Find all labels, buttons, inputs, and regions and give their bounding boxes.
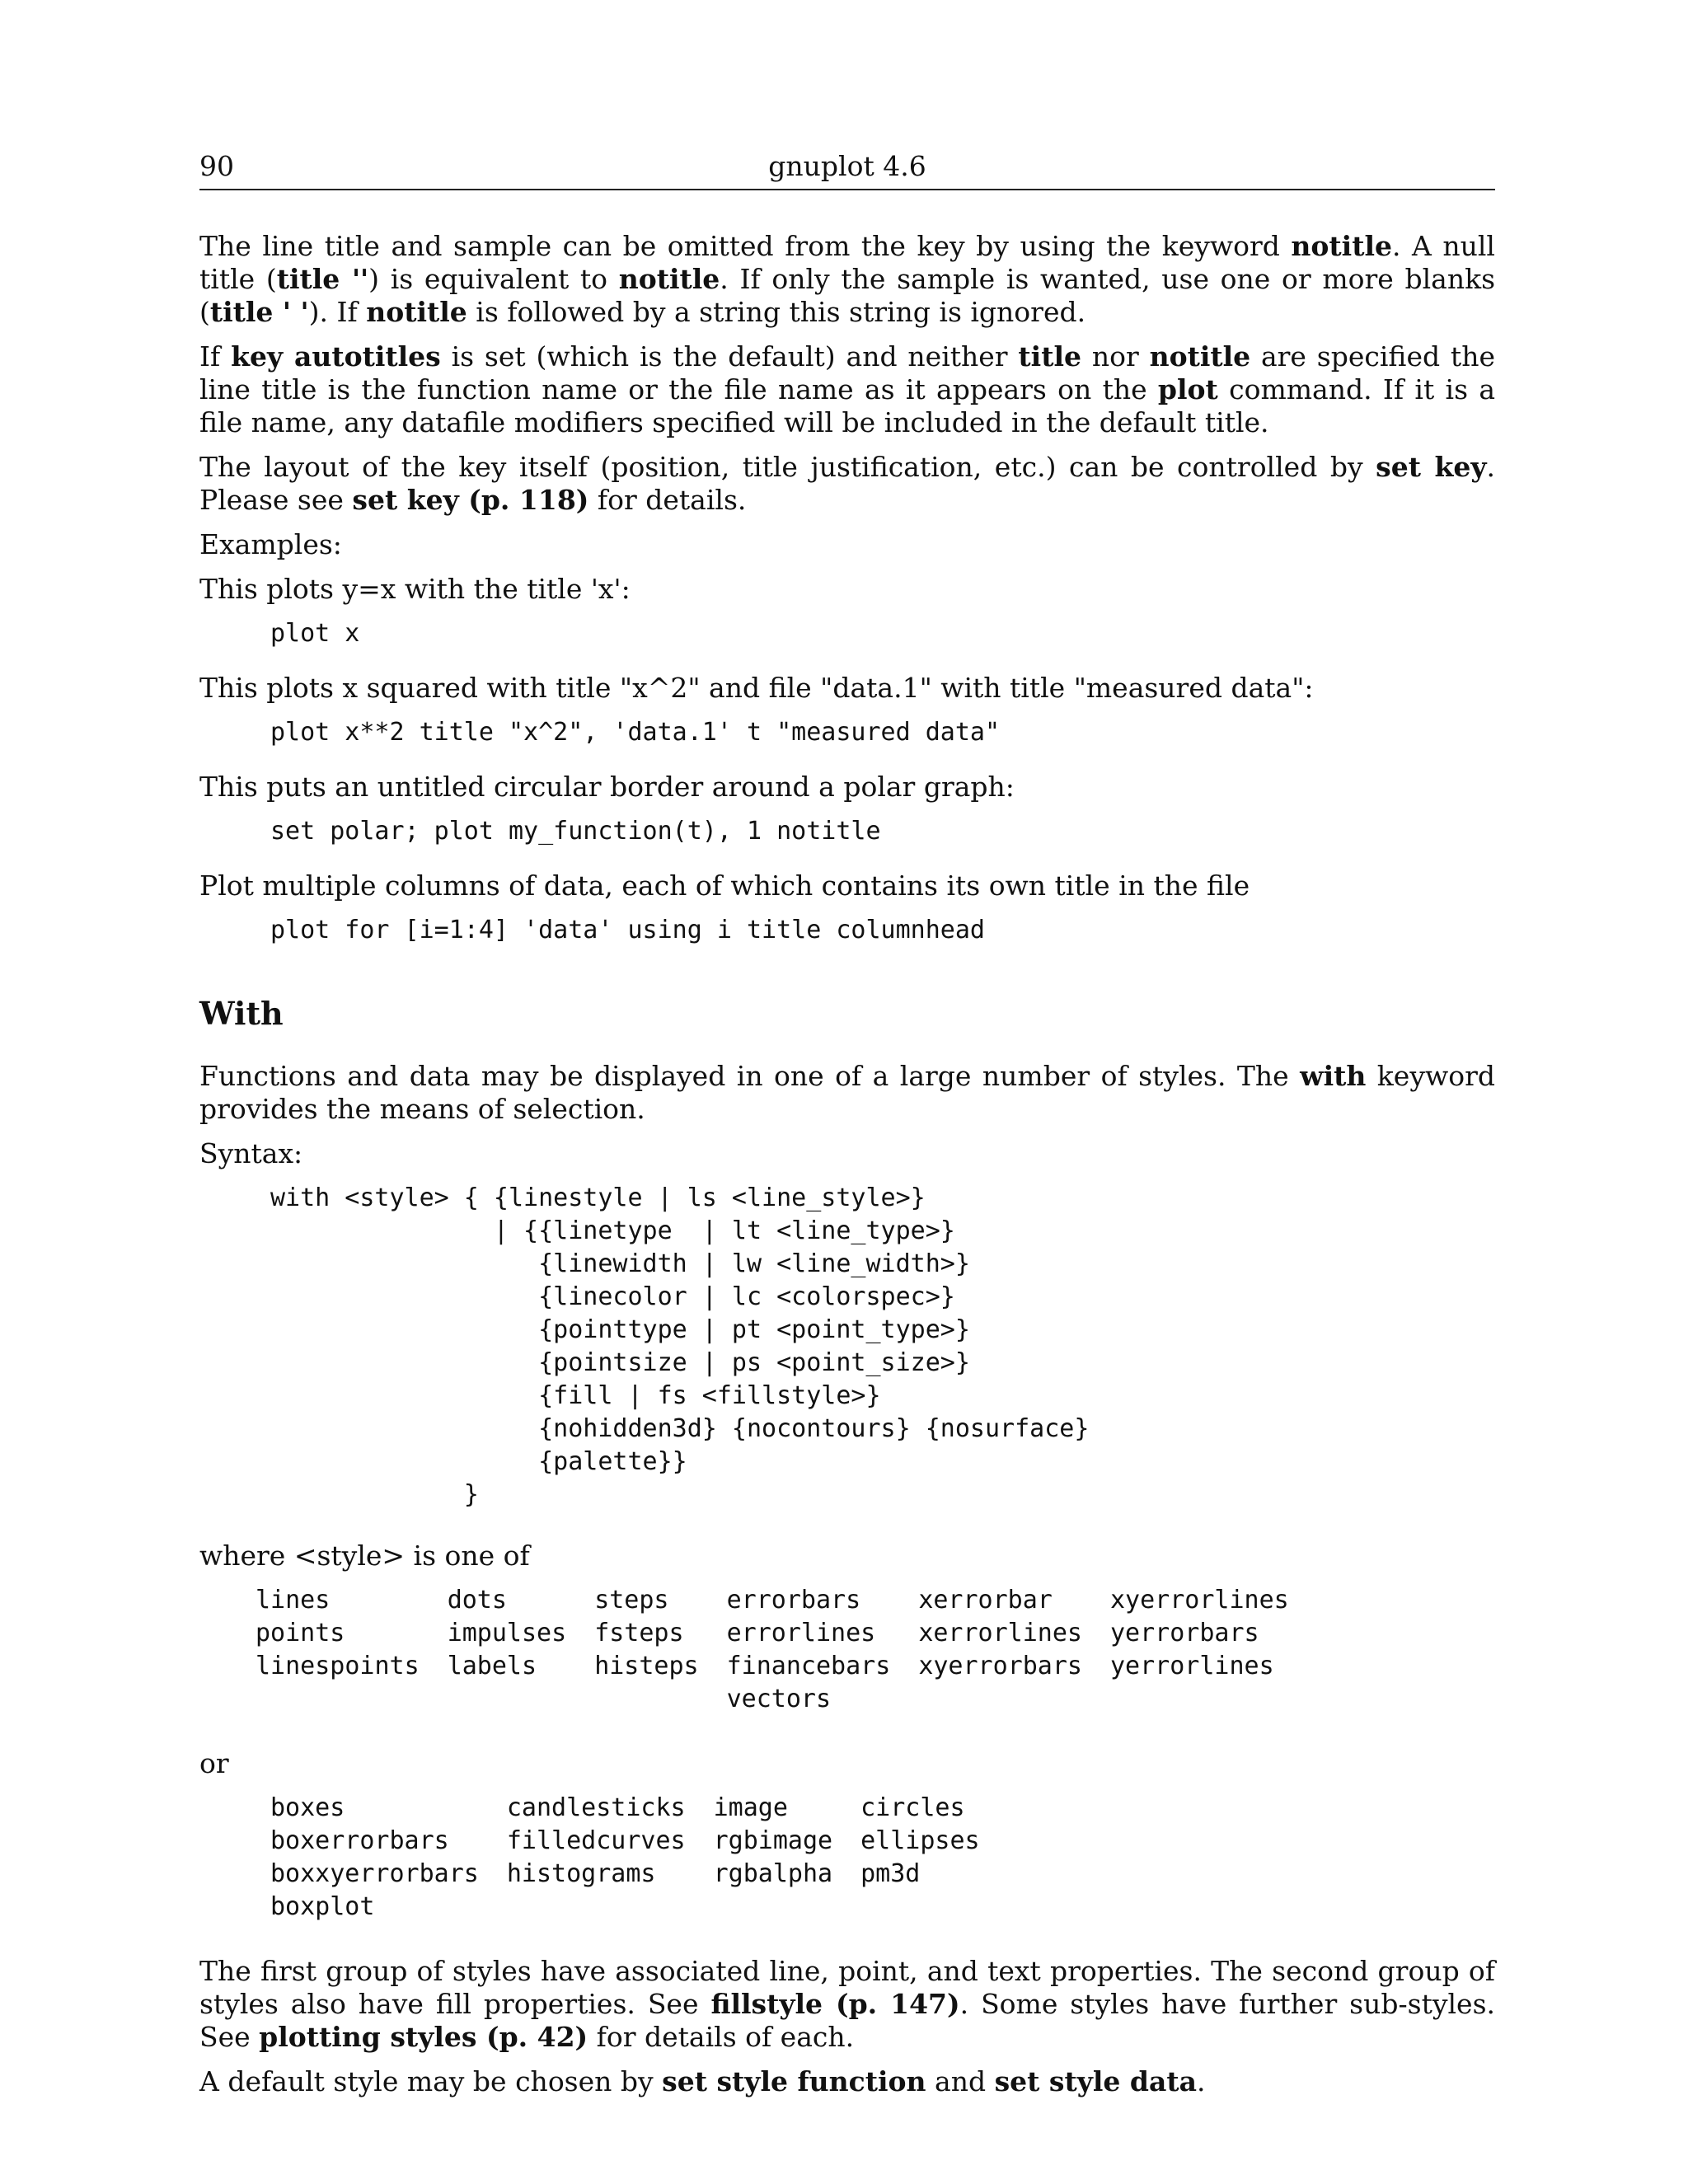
style-name-cell [1110,1683,1317,1716]
style-name-cell: financebars [726,1652,891,1680]
styles-table-1 [256,1584,1317,1716]
style-name-cell: boxes [270,1793,345,1822]
style-name-cell: linespoints [256,1652,420,1680]
style-name-cell: histograms [506,1859,656,1888]
style-name-cell: boxerrorbars [270,1826,449,1855]
example-2-description: This plots x squared with title "x^2" and file "data.1" with title "measured data": [199,672,1314,704]
style-name-cell: fsteps [594,1619,684,1647]
page-header [199,150,1495,190]
style-name-cell: xyerrorlines [1110,1586,1289,1615]
style-name-cell: boxplot [270,1892,375,1921]
paragraph-style-groups: The first group of styles have associated line, point, and text properties. The second group of styles also have fill properties. See fillstyle (p. 147). Some styles have further sub-styles. See plotting styles (p. 42) for details of each. [199,1955,1495,2053]
style-name-cell [918,1683,1110,1716]
style-name-cell: boxxyerrorbars [270,1859,479,1888]
table-row [256,1584,1317,1617]
example-3-code: set polar; plot my_function(t), 1 notitle [270,817,881,846]
example-4-code: plot for [i=1:4] 'data' using i title columnhead [270,916,985,944]
example-2-code: plot x**2 title "x^2", 'data.1' t "measured data" [270,718,1001,747]
or-label: or [199,1747,229,1779]
style-name-cell: rgbalpha [713,1859,833,1888]
style-name-cell: impulses [447,1619,567,1647]
example-3-description: This puts an untitled circular border around a polar graph: [199,771,1015,803]
style-name-cell: errorlines [726,1619,876,1647]
style-name-cell: filledcurves [506,1826,686,1855]
style-name-cell [714,1891,861,1924]
style-name-cell: pm3d [860,1859,921,1888]
style-name-cell: xyerrorbars [918,1652,1082,1680]
paragraph-autotitles: If key autotitles is set (which is the default) and neither title nor notitle are specified the line title is the function name or the file name as it appears on the plot command. If it is a file name, any datafile modifiers specified will be included in the default title. [199,340,1495,438]
style-name-cell: yerrorlines [1110,1652,1274,1680]
style-name-cell [594,1683,726,1716]
paragraph-notitle: The line title and sample can be omitted from the key by using the keyword notitle. A null title (title '') is equivalent to notitle. If only the sample is wanted, use one or more blanks (title ' '). If notitle is followed by a string this string is ignored. [199,230,1495,328]
table-row [270,1792,1008,1825]
style-name-cell [448,1683,595,1716]
example-4-description: Plot multiple columns of data, each of which contains its own title in the file [199,869,1250,902]
where-label: where <style> is one of [199,1540,530,1572]
style-name-cell: xerrorlines [918,1619,1082,1647]
page-number: 90 [199,150,234,182]
paragraph-default-style: A default style may be chosen by set style function and set style data. [199,2065,1206,2097]
link-set-key: set key (p. 118) [352,484,589,516]
document-page [199,150,1495,2110]
section-heading-with: With [199,995,284,1032]
style-name-cell: errorbars [726,1586,861,1615]
style-name-cell: lines [256,1586,331,1615]
paragraph-key-layout: The layout of the key itself (position, title justification, etc.) can be controlled by set key. Please see set key (p. 118) for details. [199,451,1495,516]
style-name-cell: rgbimage [713,1826,833,1855]
styles-table-2 [270,1792,1008,1924]
table-row [270,1891,1008,1924]
style-name-cell [860,1891,1008,1924]
style-name-cell: vectors [726,1685,832,1713]
style-name-cell: histeps [594,1652,699,1680]
link-fillstyle: fillstyle (p. 147) [710,1988,960,2020]
style-name-cell: points [256,1619,345,1647]
example-1-code: plot x [270,619,360,648]
style-name-cell: image [713,1793,788,1822]
syntax-code: with <style> { {linestyle | ls <line_style>} | {{linetype | lt <line_type>} {linewidth | lw <line_width>} {linecolor | lc <colorspec>} {pointtype | pt <point_type>} {pointsize | ps <point_size>} {fill | fs <fillstyle>} {nohidden3d} {nocontours} {nosurface} {palette}} } [270,1183,1090,1509]
style-name-cell: yerrorbars [1110,1619,1259,1647]
style-name-cell: ellipses [860,1826,980,1855]
link-plotting-styles: plotting styles (p. 42) [259,2021,588,2053]
table-row [256,1650,1317,1683]
paragraph-with: Functions and data may be displayed in one of a large number of styles. The with keyword provides the means of selection. [199,1060,1495,1125]
syntax-label: Syntax: [199,1137,303,1169]
table-row [270,1858,1008,1891]
table-row [256,1617,1317,1650]
style-name-cell: xerrorbar [918,1586,1053,1615]
style-name-cell: circles [860,1793,965,1822]
example-1-description: This plots y=x with the title 'x': [199,573,631,605]
style-name-cell: candlesticks [506,1793,686,1822]
style-name-cell [256,1683,448,1716]
table-row [256,1683,1317,1716]
style-name-cell: steps [594,1586,669,1615]
style-name-cell: dots [447,1586,507,1615]
style-name-cell [507,1891,714,1924]
style-name-cell: labels [447,1652,537,1680]
running-title: gnuplot 4.6 [768,150,926,182]
examples-label: Examples: [199,528,342,560]
table-row [270,1825,1008,1858]
